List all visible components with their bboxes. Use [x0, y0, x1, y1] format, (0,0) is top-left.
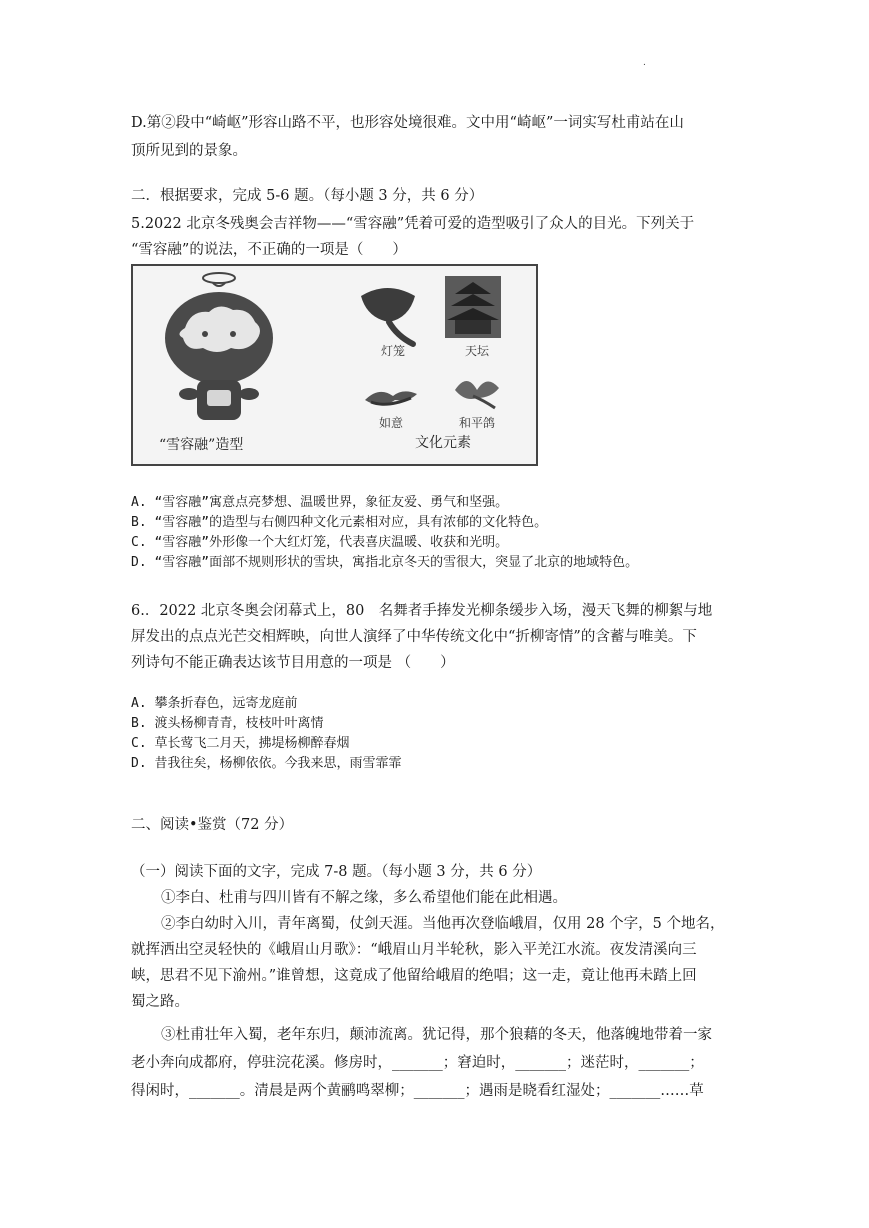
mascot-image: [165, 273, 273, 420]
page-marker: .: [643, 58, 646, 68]
mascot-caption: “雪容融”造型: [159, 437, 244, 453]
paragraph-2-line-4: 蜀之路。: [131, 994, 189, 1010]
paragraph-3-line-2: 老小奔向成都府，停驻浣花溪。修房时，_______；窘迫时，_______；迷茫时，_______；: [131, 1055, 704, 1071]
question-6-line-1: 6.．2022 北京冬奥会闭幕式上，80 名舞者手捧发光柳条缓步入场，漫天飞舞的柳絮与地: [131, 603, 713, 619]
ruyi-icon: [365, 391, 417, 405]
temple-label: 天坛: [465, 344, 490, 358]
question-5-line-1: 5.2022 北京冬残奥会吉祥物——“雪容融”凭着可爱的造型吸引了众人的目光。下列关于: [131, 216, 695, 232]
paragraph-2-line-1: ②李白幼时入川，青年离蜀，仗剑天涯。当他再次登临峨眉，仅用 28 个字，5 个地名，: [161, 916, 725, 932]
ruyi-label: 如意: [379, 416, 404, 430]
paragraph-3-line-3: 得闲时，_______。清晨是两个黄鹂鸣翠柳；_______；遇雨是晓看红湿处；_______……草: [131, 1083, 704, 1099]
lantern-icon: [361, 288, 415, 344]
q5-option-b: B. “雪容融”的造型与右侧四种文化元素相对应，具有浓郁的文化特色。: [131, 515, 548, 530]
q5-option-c: C. “雪容融”外形像一个大红灯笼，代表喜庆温暖、收获和光明。: [131, 535, 509, 550]
temple-of-heaven-icon: [445, 276, 501, 338]
part-2-heading: 二、阅读•鉴赏（72 分）: [131, 817, 294, 833]
question-6-line-2: 屏发出的点点光芒交相辉映，向世人演绎了中华传统文化中“折柳寄情”的含蓄与唯美。下: [131, 629, 697, 645]
question-5-line-2: “雪容融”的说法，不正确的一项是（ ）: [131, 242, 407, 258]
paragraph-2-line-3: 峡，思君不见下渝州。”谁曾想，这竟成了他留给峨眉的绝唱；这一走，竟让他再未踏上回: [131, 968, 697, 984]
q6-option-c: C. 草长莺飞二月天，拂堤杨柳醉春烟: [131, 736, 350, 751]
q6-option-a: A. 攀条折春色，远寄龙庭前: [131, 696, 298, 711]
question-6-line-3: 列诗句不能正确表达该节目用意的一项是 （ ）: [131, 655, 455, 671]
paragraph-2-line-2: 就挥洒出空灵轻快的《峨眉山月歌》：“峨眉山月半轮秋，影入平羌江水流。夜发清溪向三: [131, 942, 697, 958]
option-d-line-2: 顶所见到的景象。: [131, 143, 247, 159]
subsection-1-heading: （一）阅读下面的文字，完成 7-8 题。（每小题 3 分，共 6 分）: [131, 864, 542, 880]
lantern-label: 灯笼: [381, 344, 406, 358]
section-2-heading: 二．根据要求，完成 5-6 题。（每小题 3 分，共 6 分）: [131, 188, 484, 204]
q6-option-b: B. 渡头杨柳青青，枝枝叶叶离情: [131, 716, 324, 731]
elements-caption: 文化元素: [415, 435, 471, 451]
q5-option-d: D. “雪容融”面部不规则形状的雪块，寓指北京冬天的雪很大，突显了北京的地域特色。: [131, 555, 639, 570]
paragraph-1: ①李白、杜甫与四川皆有不解之缘，多么希望他们能在此相遇。: [161, 890, 567, 906]
q5-option-a: A. “雪容融”寓意点亮梦想、温暖世界，象征友爱、勇气和坚强。: [131, 495, 509, 510]
option-d-line-1: D.第②段中“崎岖”形容山路不平，也形容处境很难。文中用“崎岖”一词实写杜甫站在山: [131, 115, 684, 131]
mascot-figure: [131, 264, 538, 466]
dove-label: 和平鸽: [459, 416, 496, 430]
q6-option-d: D. 昔我往矣，杨柳依依。今我来思，雨雪霏霏: [131, 756, 402, 771]
peace-dove-icon: [455, 381, 499, 408]
paragraph-3-line-1: ③杜甫壮年入蜀，老年东归，颠沛流离。犹记得，那个狼藉的冬天，他落魄地带着一家: [161, 1027, 712, 1043]
